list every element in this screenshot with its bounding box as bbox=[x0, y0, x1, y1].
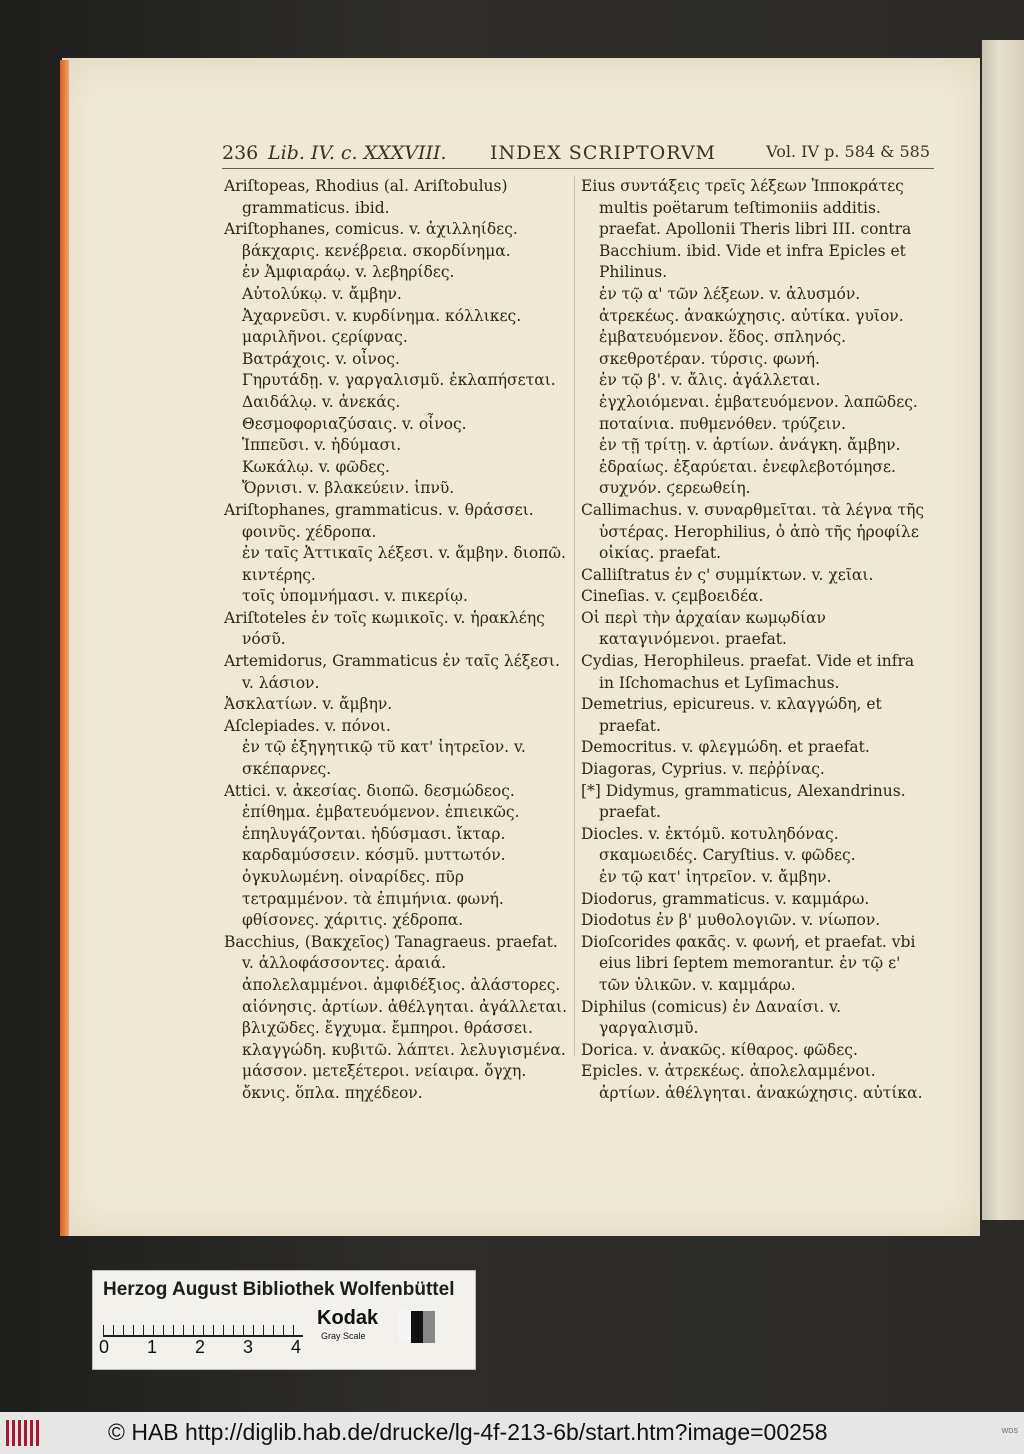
index-entry: Diocles. v. ἐκτόμῦ. κοτυληδόνας. σκαμωειδές. Caryſtius. v. φῶδες. bbox=[581, 824, 856, 865]
index-subentry: Θεσμοφοριαζύσαις. v. οἶνος. bbox=[242, 414, 467, 433]
index-subentry: Ἀχαρνεῦσι. v. κυρδίνημα. κόλλικες. μαριλῆνοι. ϛερίφνας. bbox=[242, 306, 522, 347]
index-entry: Attici. v. ἀκεσίας. διοπῶ. δεσμώδεος. ἐπίθημα. ἐμβατευόμενον. ἐπιεικῶς. ἐπηλυγάζονται. ἡδύσμασι. ἴκταρ. καρδαμύσσειν. κόσμῦ. μυττωτόν. ὀγκυλωμένη. οἰναρίδες. πῦρ τετραμμένον. τὰ ἐπιμήνια. φωνή. φθίσονες. χάριτις. χέδροπα. bbox=[224, 781, 520, 930]
index-subentry: ἐν τῇ τρίτῃ. v. ἀρτίων. ἀνάγκη. ἄμβην. ἐδραίως. ἐξαρύεται. ἐνεφλεβοτόμησε. συχνόν. ϛερεωθείη. bbox=[599, 436, 901, 498]
index-subentry: Δαιδάλῳ. v. ἀνεκάς. bbox=[242, 392, 401, 411]
index-subentry: Ὄρνισι. v. βλακεύειν. ἰπνῦ. bbox=[242, 479, 455, 498]
gray-scale-swatches bbox=[399, 1311, 435, 1343]
index-entry: Diagoras, Cyprius. v. πεῤῥίνας. bbox=[581, 760, 825, 779]
index-entry: Ariſtopeas, Rhodius (al. Ariſtobulus) grammaticus. ibid. bbox=[224, 177, 508, 217]
index-entry: Demetrius, epicureus. v. κλαγγώδη, et praefat. bbox=[581, 695, 882, 735]
index-entry: Bacchius, (Βακχεῖος) Tanagraeus. praefat. v. ἀλλοφάσσοντες. ἀραιά. ἀπολελαμμένοι. ἀμφιδέξιος. ἀλάστορες. αἰόνησις. ἀρτίων. ἀθέλγηται. ἀγάλλεται. βλιχῶδες. ἔγχυμα. ἔμπηροι. θράσσει. κλαγγώδη. κυβιτῶ. λάπτει. λελυγισμένα. μάσσον. μετεξέτεροι. νείαιρα. ὄγχη. ὄκνις. ὅπλα. πηχέδεον. bbox=[224, 932, 568, 1102]
volume-reference: Vol. IV p. 584 & 585 bbox=[766, 142, 930, 161]
index-entry: Calliſtratus ἐν ς' συμμίκτων. v. χεῖαι. bbox=[581, 565, 874, 584]
index-subentry: Αὐτολύκῳ. v. ἄμβην. bbox=[242, 284, 402, 303]
index-subentry: τοῖς ὑπομνήμασι. v. πικερίῳ. bbox=[242, 587, 468, 606]
index-subentry: ἐν τῷ ἐξηγητικῷ τῦ κατ' ἰητρεῖον. v. σκέπαρνες. bbox=[242, 738, 526, 779]
index-entry: Callimachus. v. συναρθμεῖται. τὰ λέγνα τῆς ὑστέρας. Herophilius, ὁ ἀπὸ τῆς ἡροφίλε οἰκίας. praefat. bbox=[581, 500, 925, 563]
header-rule bbox=[222, 168, 934, 169]
right-column bbox=[581, 176, 933, 1105]
ruler-number: 1 bbox=[147, 1337, 158, 1357]
index-subentry: Κωκάλῳ. v. φῶδες. bbox=[242, 457, 390, 476]
footer-mark: WDS bbox=[1001, 1428, 1018, 1435]
ruler-number: 0 bbox=[99, 1337, 110, 1357]
index-entry: Οἱ περὶ τὴν ἀρχαίαν κωμῳδίαν καταγινόμενοι. praefat. bbox=[581, 608, 826, 649]
index-entry: Ἀσκλατίων. v. ἄμβην. bbox=[224, 695, 393, 714]
hab-logo-icon bbox=[6, 1420, 42, 1446]
index-subentry: ἐν ταῖς Ἀττικαῖς λέξεσι. v. ἄμβην. διοπῶ. κιντέρης. bbox=[242, 544, 566, 584]
index-entry: Artemidorus, Grammaticus ἐν ταῖς λέξεσι. v. λάσιον. bbox=[224, 652, 560, 692]
page-title: INDEX SCRIPTORVM bbox=[490, 142, 717, 164]
measurement-ruler bbox=[103, 1309, 303, 1337]
index-entry: Diphilus (comicus) ἐν Δαναίσι. v. γαργαλισμῦ. bbox=[581, 997, 842, 1038]
running-head bbox=[222, 140, 930, 170]
ruler-number: 4 bbox=[291, 1337, 302, 1357]
left-column bbox=[224, 176, 568, 1105]
index-entry: Epicles. v. ἀτρεκέως. ἀπολελαμμένοι. ἀρτίων. ἀθέλγηται. ἀνακώχησις. αὐτίκα. bbox=[581, 1062, 923, 1102]
index-entry: Cineſias. v. ϛεμβοειδέα. bbox=[581, 587, 764, 606]
copyright-link[interactable]: © HAB http://diglib.hab.de/drucke/lg-4f-213-6b/start.htm?image=00258 bbox=[108, 1419, 828, 1445]
index-entry: Dioſcorides φακᾶς. v. φωνή, et praefat. vbi eius libri ſeptem memorantur. ἐν τῷ ε' τῶν ὑλικῶν. v. καμμάρω. bbox=[581, 932, 916, 994]
chapter-reference: Lib. IV. c. XXXVIII. bbox=[268, 142, 447, 164]
index-subentry: Ἱππεῦσι. v. ἡδύμασι. bbox=[242, 436, 402, 455]
footer-bar bbox=[0, 1412, 1024, 1454]
index-entry: Dorica. v. ἀνακῶς. κίθαρος. φῶδες. bbox=[581, 1040, 858, 1059]
library-name: Herzog August Bibliothek Wolfenbüttel bbox=[103, 1279, 455, 1300]
swatch-gray bbox=[423, 1311, 435, 1343]
index-entry: [*] Didymus, grammaticus, Alexandrinus. praefat. bbox=[581, 781, 906, 822]
index-subentry: Γηρυτάδῃ. v. γαργαλισμῦ. ἐκλαπήσεται. bbox=[242, 371, 556, 390]
library-label-card bbox=[92, 1270, 476, 1370]
index-entry: Aſclepiades. v. πόνοι. bbox=[224, 716, 391, 735]
gray-scale-label: Gray Scale bbox=[321, 1331, 366, 1341]
kodak-brand: Kodak bbox=[317, 1307, 379, 1329]
page-edge-stain bbox=[60, 60, 69, 1236]
index-subentry: ἐν τῷ α' τῶν λέξεων. v. ἀλυσμόν. ἀτρεκέως. ἀνακώχησις. αὐτίκα. γυῖον. ἐμβατευόμενον. ἕδος. σπληνός. σκεθροτέραν. τύρσις. φωνή. bbox=[599, 284, 904, 368]
ruler-numbers bbox=[99, 1337, 329, 1359]
index-entry: Ariſtophanes, comicus. v. ἀχιλληίδες. βάκχαρις. κενέβρεια. σκορδίνημα. bbox=[224, 220, 518, 260]
index-entry: Diodorus, grammaticus. v. καμμάρω. bbox=[581, 889, 870, 908]
ruler-number: 3 bbox=[243, 1337, 254, 1357]
index-entry: Democritus. v. φλεγμώδη. et praefat. bbox=[581, 738, 870, 757]
swatch-white bbox=[399, 1311, 411, 1343]
index-entry: Diodotus ἐν β' μυθολογιῶν. v. νίωπον. bbox=[581, 911, 881, 930]
index-entry: Ariſtoteles ἐν τοῖς κωμικοῖς. v. ἡρακλέης νόσῦ. bbox=[224, 608, 545, 649]
index-entry: Cydias, Herophileus. praefat. Vide et infra in Iſchomachus et Lyſimachus. bbox=[581, 652, 915, 692]
index-subentry: ἐν Ἀμφιαράῳ. v. λεβηρίδες. bbox=[242, 263, 455, 282]
adjacent-page-strip bbox=[982, 40, 1024, 1220]
index-subentry: Βατράχοις. v. οἶνος. bbox=[242, 349, 400, 368]
column-divider bbox=[574, 176, 575, 1056]
swatch-black bbox=[411, 1311, 423, 1343]
page-number: 236 bbox=[222, 142, 259, 164]
index-entry: Ariſtophanes, grammaticus. v. θράσσει. φοινῦς. χέδροπα. bbox=[224, 500, 534, 541]
index-subentry: ἐν τῷ κατ' ἰητρεῖον. v. ἄμβην. bbox=[599, 868, 832, 886]
index-subentry: ἐν τῷ β'. v. ἄλις. ἀγάλλεται. ἐγχλοιόμεναι. ἐμβατευόμενον. λαπῶδες. ποταίνια. πυθμενόθεν. τρύζειν. bbox=[599, 371, 918, 433]
ruler-number: 2 bbox=[195, 1337, 206, 1357]
index-entry: Eius συντάξεις τρεῖς λέξεων Ἱπποκράτες multis poëtarum teſtimoniis additis. praefat. Apollonii Theris libri III. contra Bacchium. ibid. Vide et infra Epicles et Philinus. bbox=[581, 177, 912, 282]
